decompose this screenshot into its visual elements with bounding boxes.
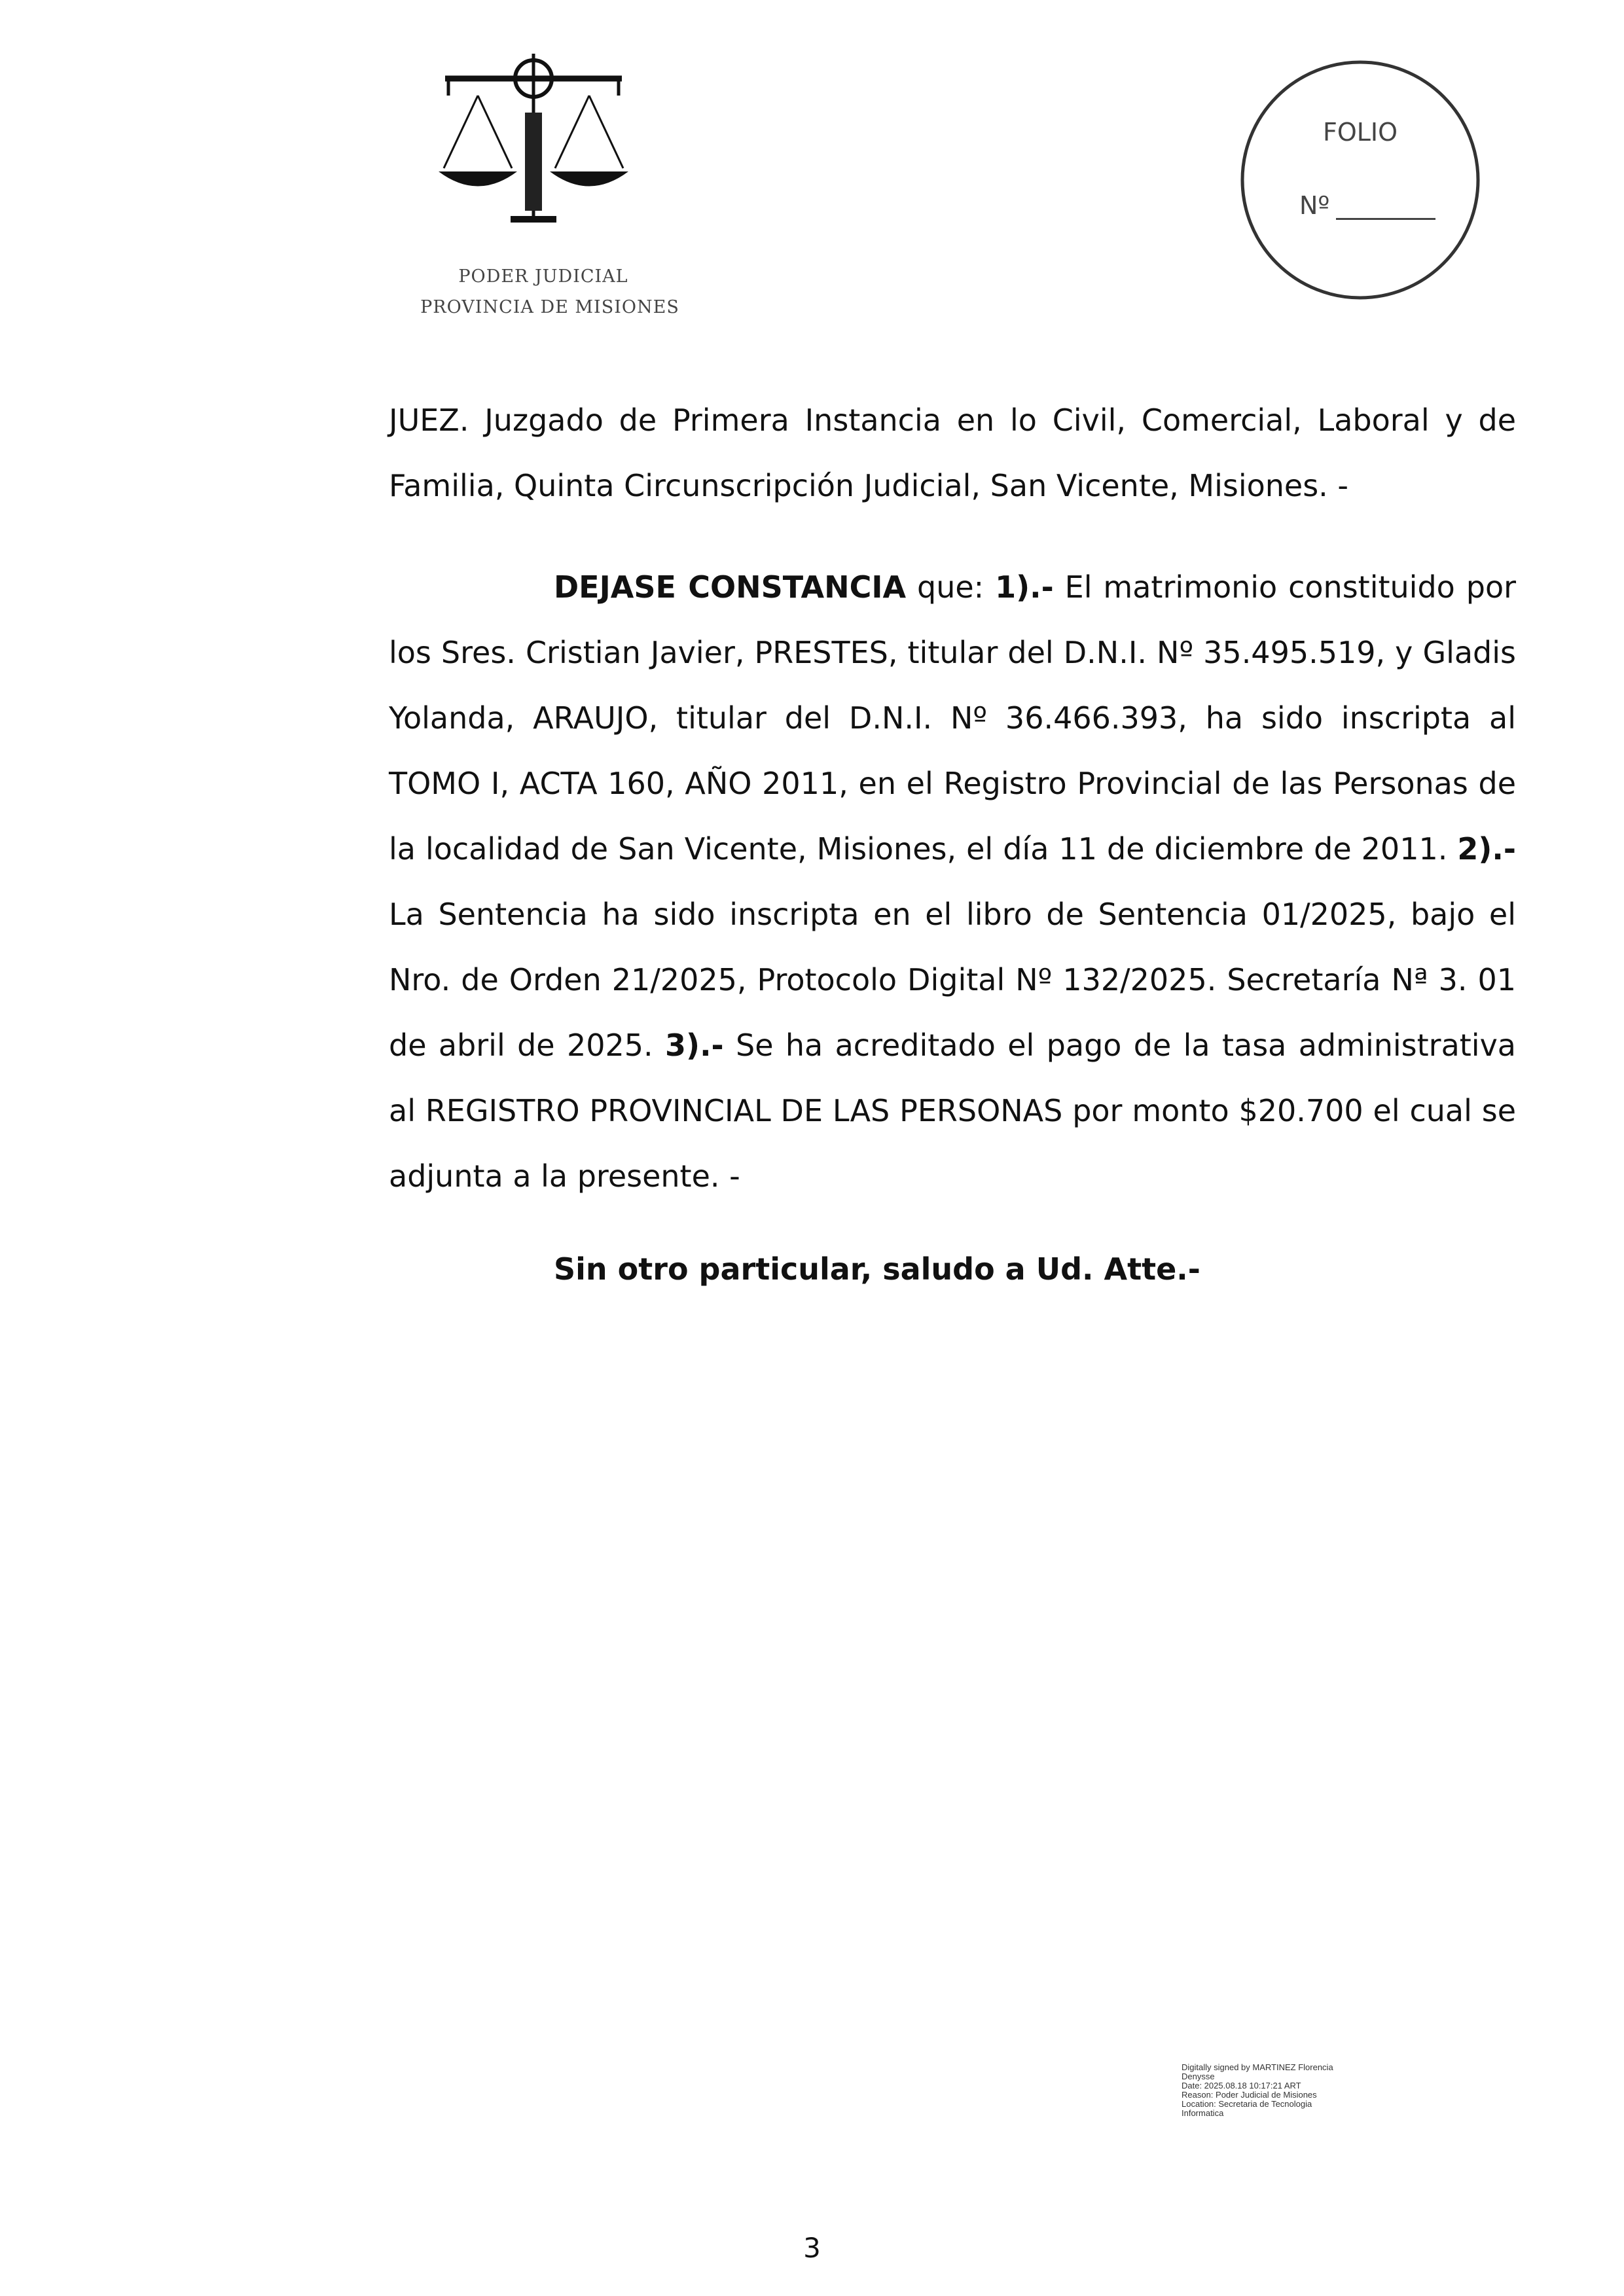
folio-stamp [1239,59,1481,301]
constancia-text-4: Se ha acreditado el pago de la tasa administrativa al REGISTRO PROVINCIAL DE LAS PERSONAS por monto $20.700 el cual se adjunta a la presente. - [389,1028,1516,1194]
poder-judicial-logo [406,41,681,317]
paragraph-constancia [389,554,1516,1209]
logo-line-2: PROVINCIA DE MISIONES [420,297,679,317]
signature-line: Location: Secretaria de Tecnologia [1182,2099,1312,2109]
signature-line: Digitally signed by MARTINEZ Florencia [1182,2062,1333,2072]
paragraph-addressee: JUEZ. Juzgado de Primera Instancia en lo Civil, Comercial, Laboral y de Familia, Quinta Circunscripción Judicial, San Vicente, Misiones. - [389,403,1516,503]
folio-number-label: Nº [1299,191,1330,220]
signature-line: Reason: Poder Judicial de Misiones [1182,2090,1317,2100]
digital-signature [1182,2063,1333,2118]
logo-line-1: PODER JUDICIAL [458,266,628,287]
constancia-text-2: El matrimonio constituido por los Sres. Cristian Javier, PRESTES, titular del D.N.I. Nº 35.495.519, y Gladis Yolanda, ARAUJO, titular del D.N.I. Nº 36.466.393, ha sido inscripta al TOMO I, ACTA 160, AÑO 2011, en el Registro Provincial de las Personas de la localidad de San Vicente, Misiones, el día 11 de diciembre de 2011. [389,569,1516,867]
scales-of-justice-icon [432,41,635,237]
signature-line: Denysse [1182,2072,1215,2081]
folio-label: FOLIO [1322,118,1398,147]
constancia-text-3: La Sentencia ha sido inscripta en el libro de Sentencia 01/2025, bajo el Nro. de Orden 21/2025, Protocolo Digital Nº 132/2025. Secretaría Nª 3. 01 de abril de 2025. [389,897,1516,1063]
signature-line: Informatica [1182,2108,1224,2118]
item-1-marker: 1).- [995,569,1054,605]
constancia-text-1: que: [906,569,996,605]
page-number: 3 [803,2232,821,2264]
item-2-marker: 2).- [1457,831,1516,867]
constancia-heading: DEJASE CONSTANCIA [554,569,907,605]
folio-circle-icon [1239,59,1481,301]
closing-line: Sin otro particular, saludo a Ud. Atte.- [554,1251,1200,1287]
item-3-marker: 3).- [665,1028,724,1063]
signature-line: Date: 2025.08.18 10:17:21 ART [1182,2081,1301,2090]
folio-number-blank [1336,218,1435,220]
